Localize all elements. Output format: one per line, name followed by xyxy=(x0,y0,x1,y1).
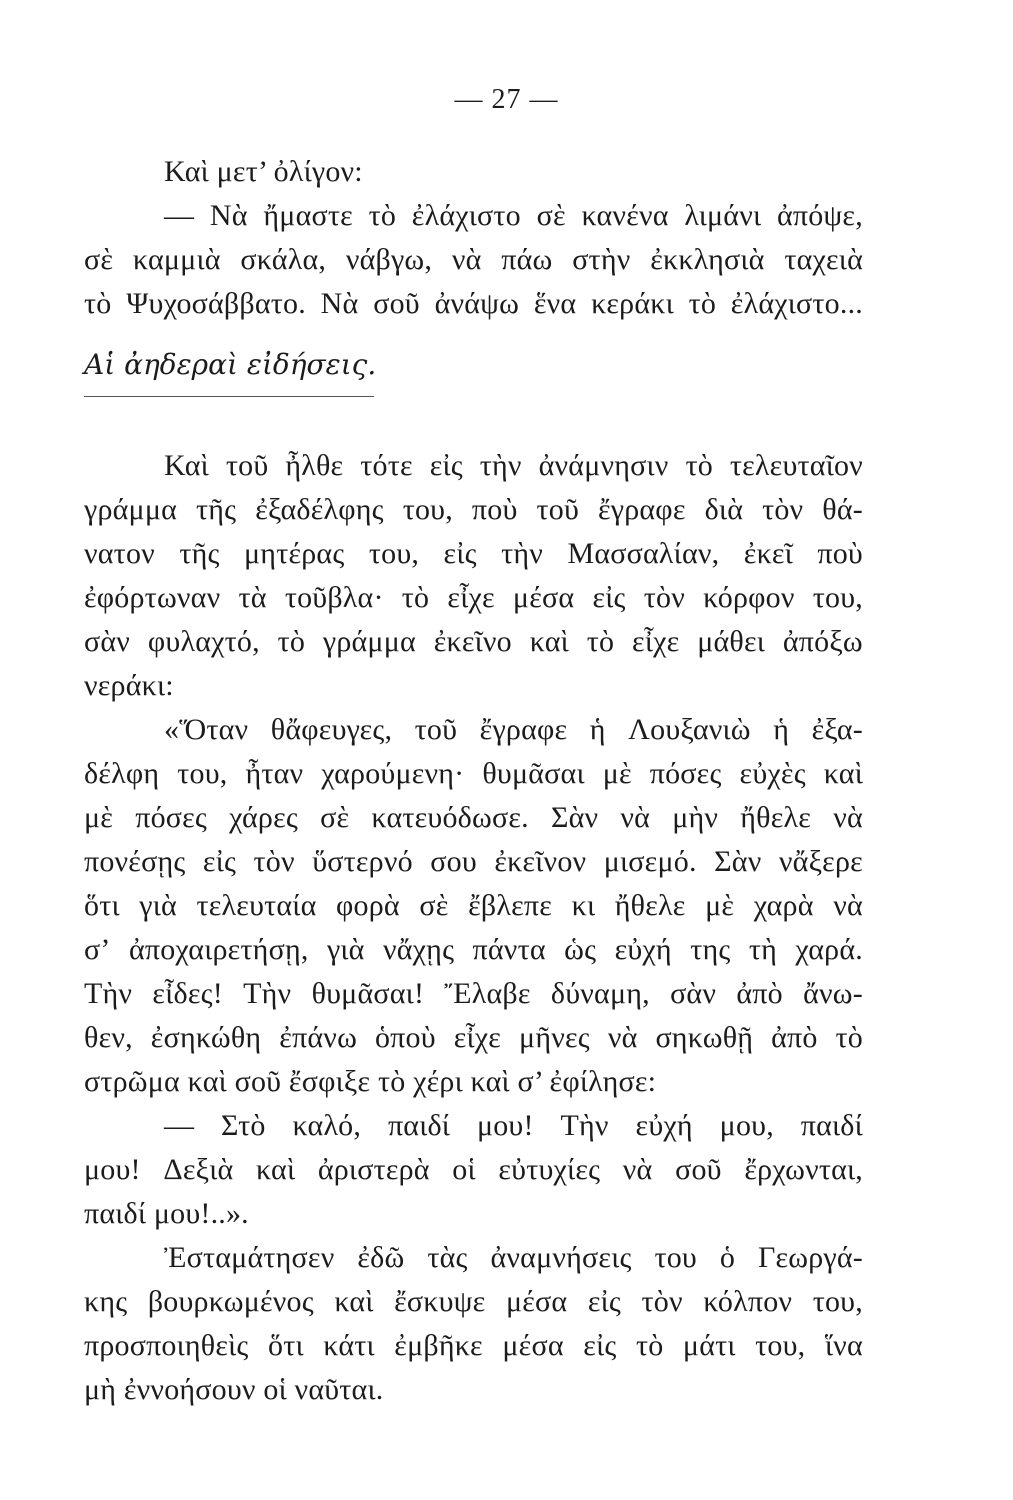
text-line: τὸ Ψυχοσάββατο. Νὰ σοῦ ἀνάψω ἕνα κεράκι τὸ ἐλάχιστο... xyxy=(84,287,863,320)
text-line: Καὶ τοῦ ἦλθε τότε εἰς τὴν ἀνάμνησιν τὸ τελευταῖον xyxy=(164,449,863,482)
page-number: — 27 — xyxy=(454,84,559,115)
text-line: πονέσῃς εἰς τὸν ὕστερνό σου ἐκεῖνον μισεμό. Σὰν νἄξερε xyxy=(84,845,863,878)
section-heading: Αἱ ἀηδεραὶ εἰδήσεις. xyxy=(84,348,377,381)
text-line: ἐφόρτωναν τὰ τοῦβλα· τὸ εἶχε μέσα εἰς τὸν κόρφον του, xyxy=(84,581,863,614)
text-line: σὰν φυλαχτό, τὸ γράμμα ἐκεῖνο καὶ τὸ εἶχε μάθει ἀπόξω xyxy=(84,625,863,658)
text-line: γράμμα τῆς ἐξαδέλφης του, ποὺ τοῦ ἔγραφε διὰ τὸν θά- xyxy=(84,493,863,526)
text-line: — Νὰ ἤμαστε τὸ ἐλάχιστο σὲ κανένα λιμάνι ἀπόψε, xyxy=(164,199,863,232)
text-line: νατον τῆς μητέρας του, εἰς τὴν Μασσαλίαν, ἐκεῖ ποὺ xyxy=(84,537,863,570)
text-line: στρῶμα καὶ σοῦ ἔσφιξε τὸ χέρι καὶ σ’ ἐφίλησε: xyxy=(84,1065,657,1098)
text-line: Ἐσταμάτησεν ἐδῶ τὰς ἀναμνήσεις του ὁ Γεωργά- xyxy=(164,1241,863,1274)
text-line: μὲ πόσες χάρες σὲ κατευόδωσε. Σὰν νὰ μὴν ἤθελε νὰ xyxy=(84,801,863,834)
text-line: σὲ καμμιὰ σκάλα, νάβγω, νὰ πάω στὴν ἐκκλησιὰ ταχειὰ xyxy=(84,243,863,276)
text-line: Καὶ μετ’ ὀλίγον: xyxy=(164,155,363,188)
text-line: κης βουρκωμένος καὶ ἔσκυψε μέσα εἰς τὸν κόλπον του, xyxy=(84,1285,863,1318)
text-line: παιδί μου!..». xyxy=(84,1197,249,1230)
text-line: «Ὅταν θἄφευγες, τοῦ ἔγραφε ἡ Λουξανιὼ ἡ ἐξα- xyxy=(164,713,863,746)
text-line: μου! Δεξιὰ καὶ ἀριστερὰ οἱ εὐτυχίες νὰ σοῦ ἔρχωνται, xyxy=(84,1153,863,1186)
text-line: νεράκι: xyxy=(84,669,174,702)
text-line: ὅτι γιὰ τελευταία φορὰ σὲ ἔβλεπε κι ἤθελε μὲ χαρὰ νὰ xyxy=(84,889,863,922)
text-line: σ’ ἀποχαιρετήσῃ, γιὰ νἄχῃς πάντα ὡς εὐχή της τὴ χαρά. xyxy=(84,933,863,966)
text-line: μὴ ἐννοήσουν οἱ ναῦται. xyxy=(84,1373,384,1406)
text-line: προσποιηθεὶς ὅτι κάτι ἐμβῆκε μέσα εἰς τὸ μάτι του, ἵνα xyxy=(84,1329,863,1362)
heading-underline xyxy=(84,396,374,397)
text-line: — Στὸ καλό, παιδί μου! Τὴν εὐχή μου, παιδί xyxy=(164,1109,863,1142)
text-line: δέλφη του, ἦταν χαρούμενη· θυμᾶσαι μὲ πόσες εὐχὲς καὶ xyxy=(84,757,863,790)
text-line: Τὴν εἶδες! Τὴν θυμᾶσαι! Ἔλαβε δύναμη, σὰν ἀπὸ ἄνω- xyxy=(84,977,863,1010)
text-line: θεν, ἐσηκώθη ἐπάνω ὁποὺ εἶχε μῆνες νὰ σηκωθῇ ἀπὸ τὸ xyxy=(84,1021,863,1054)
